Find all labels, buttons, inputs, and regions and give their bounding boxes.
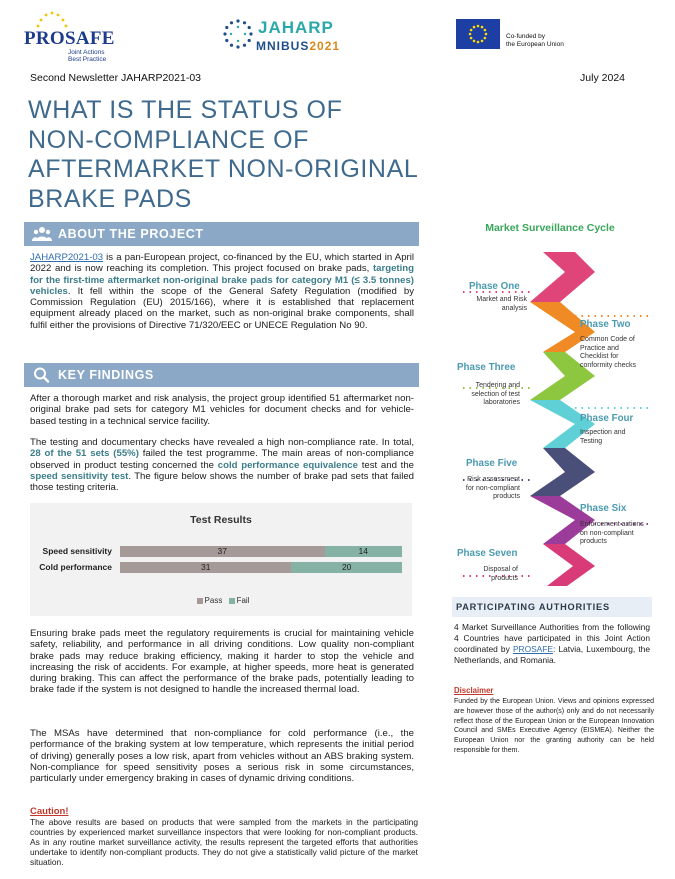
page-header (0, 0, 675, 66)
test-results-chart (30, 503, 412, 616)
about-paragraph: JAHARP2021-03 is a pan-European project, co-financed by the EU, which started in April 2022 and is now reaching its completion. This project focused on brake pads, targeting for the first-time aftermarket non-original brake pads for category M1 (≤ 3.5 tonnes) vehicles. It fell within the scope of the General Safety Regulation (modified by Commission Regulation (EU) 2015/166), where it is established that replacement equipment already placed on the market, such as non-original brake components, shall fulfil either the provisions of Directive 71/320/EEC or UNECE Regulation No 90. (30, 252, 414, 331)
chart-category-label: Cold performance (39, 562, 112, 572)
eu-flag (456, 19, 500, 49)
jaharp-title: JAHARP (258, 18, 334, 37)
disclaimer-text: Funded by the European Union. Views and opinions expressed are however those of the author(s) only and do not necessarily reflect those of the European Union or the European Innovation Council and SMEs Executive Agency (EISMEA). Neither the European Union nor the granting authority can be held responsible for them. (454, 698, 654, 754)
findings-paragraph-1: After a thorough market and risk analysis, the project group identified 51 aftermarket non-original brake pad sets for category M1 vehicles for document checks and for vehicle-based testing in a technical service facility. (30, 393, 414, 427)
cycle-title: Market Surveillance Cycle (485, 222, 615, 234)
phase-six-desc: Enforcement actions on non-compliant products (580, 521, 644, 545)
legend-fail-label: Fail (236, 596, 250, 605)
newsletter-line (30, 72, 625, 84)
jaharp-subtitle: MNIBUS2021 (256, 39, 341, 53)
eu-cofunded-text: Co-funded by the European Union (506, 33, 564, 48)
findings-heading-bar (24, 363, 419, 387)
jaharp-logo (222, 14, 352, 58)
caution-title: Caution! (30, 806, 69, 817)
body-paragraph-3: Ensuring brake pads meet the regulatory requirements is crucial for maintaining vehicle safety, reliability, and performance in all driving conditions. Low quality non-compliant brake pads may reduce braking efficiency, making it harder to stop the vehicle and increasing the risk of accidents. For example, at higher speeds, more heat is generated during braking. This can affect the performance of the brake pads, potentially leading to brake fade if the system is not designed to handle the increased thermal load. (30, 628, 414, 696)
cycle-band-5 (530, 448, 595, 496)
page-title: WHAT IS THE STATUS OF NON-COMPLIANCE OF AFTERMARKET NON-ORIGINAL BRAKE PADS (28, 96, 419, 213)
search-icon (32, 366, 52, 384)
phase-two-desc: Common Code of Practice and Checklist for conformity checks (580, 336, 637, 369)
phase-one-desc: Market and Risk analysis (476, 296, 527, 312)
cycle-band-7 (543, 544, 595, 586)
disclaimer-title: Disclaimer (454, 686, 494, 695)
phase-five-name: Phase Five (466, 458, 518, 469)
prosafe-link[interactable]: PROSAFE (512, 644, 553, 654)
authorities-text: 4 Market Surveillance Authorities from the following 4 Countries have participated in this Joint Action coordinated by PROSAFE: Latvia, Luxembourg, the Netherlands, and Romania. (454, 622, 650, 665)
legend-fail-swatch (229, 598, 235, 604)
stars-icon (32, 10, 72, 30)
newsletter-label: Second Newsletter JAHARP2021-03 (30, 72, 202, 84)
prosafe-name: PROSAFE (24, 28, 115, 49)
phase-three-desc: Tendering and selection of test laboratories (471, 382, 520, 406)
about-heading: ABOUT THE PROJECT (58, 227, 204, 241)
chart-bar-pass: 37 (120, 546, 325, 557)
chart-bar-fail: 14 (325, 546, 402, 557)
chart-legend (30, 596, 412, 605)
about-heading-bar (24, 222, 419, 246)
phase-one-name: Phase One (469, 281, 520, 292)
dot-ring-icon (222, 18, 254, 50)
phase-four-desc: Inspection and Testing (580, 429, 626, 445)
findings-heading: KEY FINDINGS (58, 368, 154, 382)
phase-three-name: Phase Three (457, 362, 516, 373)
authorities-heading: PARTICIPATING AUTHORITIES (452, 597, 652, 617)
chart-title: Test Results (190, 514, 252, 526)
prosafe-subtitle: Joint Actions Best Practice (68, 49, 107, 63)
phase-four-name: Phase Four (580, 413, 634, 424)
project-link[interactable]: JAHARP2021-03 (30, 252, 104, 263)
people-icon (32, 225, 52, 243)
prosafe-logo (24, 10, 124, 62)
chart-category-label: Speed sensitivity (42, 546, 112, 556)
phase-two-name: Phase Two (580, 319, 631, 330)
eu-stars-icon (456, 19, 500, 49)
phase-six-name: Phase Six (580, 503, 627, 514)
chart-bar-pass: 31 (120, 562, 291, 573)
phase-seven-name: Phase Seven (457, 548, 518, 559)
cycle-band-1 (530, 252, 595, 302)
chart-bar-fail: 20 (291, 562, 402, 573)
findings-paragraph-2: The testing and documentary checks have revealed a high non-compliance rate. In total, 28 of the 51 sets (55%) failed the test programme. The main areas of non-compliance observed in product testing concerned the cold performance equivalence test and the speed sensitivity test. The figure below shows the number of brake pad sets that failed those testing criteria. (30, 437, 415, 494)
body-paragraph-4: The MSAs have determined that non-compliance for cold performance (i.e., the performance of the braking system at low temperature, which represents the initial period of driving) generally poses a low risk, apart from vehicles without an ABS braking system. Non-compliance for speed sensitivity poses a serious risk in some circumstances, particularly under emergency braking in cases of dynamic driving conditions. (30, 728, 414, 785)
caution-text: The above results are based on products that were sampled from the markets in the participating countries by experienced market surveillance inspectors that were looking for non-compliant products. As in any routine market surveillance activity, the results represent the targeted efforts that authorities undertake to identify non-compliant products. They do not give a statistically valid picture of the market situation. (30, 817, 418, 867)
phase-five-desc: Risk assessment for non-compliant products (465, 476, 520, 500)
legend-pass-label: Pass (204, 596, 223, 605)
legend-pass-swatch (197, 598, 203, 604)
newsletter-date: July 2024 (580, 72, 625, 84)
phase-seven-desc: Disposal of products (483, 566, 518, 582)
